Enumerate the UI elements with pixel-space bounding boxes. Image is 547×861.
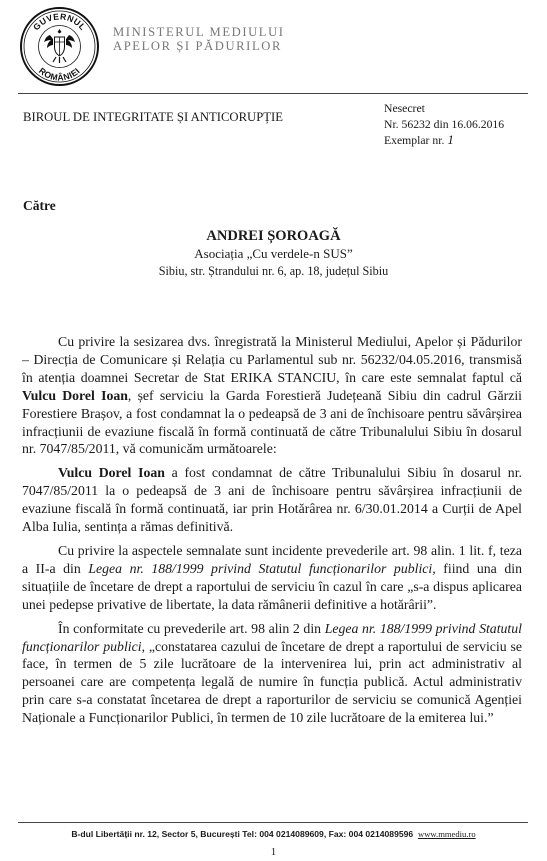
p3-text-a: Cu privire la aspectele semnalate sunt incidente prevederile art. 98 alin. 1 lit. f, teza a II-a din [22,542,522,576]
paragraph-1 [22,333,522,458]
copy-number-line [384,132,504,149]
p2-text: a fost condamnat de către Tribunalului Sibiu în dosarul nr. 7047/85/2011 la o pedeapsă de 3 ani de închisoare pentru săvârșirea infracțiunii de evaziune fiscală în formă continuată, iar prin Hotărârea nr. 6/30.01.2014 a Curții de Apel Alba Iulia, sentința a rămas definitivă. [22,465,522,535]
p4-text-b: , „constatarea cazului de încetare de drept a raportului de serviciu se face, în termen de 5 zile lucrătoare de la intervenirea lui, prin act administrativ al persoanei care are competența legală de numire în funcția publică. Actul administrativ prin care s-a constatat încetarea de drept a raporturilor de serviciu se comunică Agenției Naționale a Funcționarilor Publici, în termen de 10 zile lucrătoare de la emiterea lui.” [22,638,522,726]
registration-number: Nr. 56232 din 16.06.2016 [384,117,505,131]
ministry-name [113,25,363,53]
p1-person-name: Vulcu Dorel Ioan [22,387,128,403]
p3-law-title: Legea nr. 188/1999 privind Statutul funcționarilor publici, [88,560,436,576]
seal-text-bottom: ROMÂNIEI [36,65,83,83]
paragraph-3 [22,542,522,614]
addressee-address: Sibiu, str. Ștrandului nr. 6, ap. 18, județul Sibiu [158,264,389,278]
letter-body [22,333,522,733]
addressee-label: Către [23,198,56,213]
ministry-line-1: MINISTERUL MEDIULUI [113,25,285,39]
addressee-organization: Asociația „Cu verdele-n SUS” [194,246,353,261]
seal-text-top: GUVERNUL [31,11,89,33]
ministry-line-2: APELOR ȘI PĂDURILOR [113,39,282,53]
header-divider [18,93,528,94]
p4-law-title: Legea nr. 188/1999 privind Statutul funcționarilor publici [22,620,522,654]
p1-text-a: Cu privire la sesizarea dvs. înregistrată la Ministerul Mediului, Apelor și Pădurilor – Direcția de Comunicare și Relația cu Parlamentul sub nr. 56232/04.05.2016, transmisă în atenția doamnei Secretar de Stat ERIKA STANCIU, în care este semnalat faptul că [22,334,522,385]
copy-label: Exemplar nr. [384,134,445,147]
footer-website-link[interactable]: www.mmediu.ro [417,829,476,839]
p3-text-b: fiind una din situațiile de încetare de drept a raportului de serviciu în cazul în care „s-a dispus aplicarea unei pedepse privative de libertate, la data rămânerii definitive a hotărârii”. [22,560,522,612]
paragraph-2 [22,464,522,536]
footer-contact [0,829,547,839]
footer-address: B-dul Libertății nr. 12, Sector 5, București Tel: 004 0214089609, Fax: 004 0214089596 [71,829,414,839]
p1-text-b: , șef serviciu la Garda Forestieră Județeană Sibiu din cadrul Gărzii Forestiere Brașov, a fost condamnat la o pedeapsă de 3 ani de închisoare pentru săvârșirea infracțiunii de evaziune fiscală în formă continuată de către Tribunalului Sibiu în dosarul nr. 7047/85/2011, vă comunicăm următoarele: [22,387,522,457]
copy-number: 1 [447,132,454,147]
p2-person-name: Vulcu Dorel Ioan [58,465,165,481]
footer-divider [18,822,528,823]
p4-text-a: În conformitate cu prevederile art. 98 alin 2 din [58,620,325,636]
addressee-name: ANDREI ȘOROAGĂ [206,228,341,244]
paragraph-4 [22,620,522,727]
classification: Nesecret [384,102,425,115]
page-number: 1 [270,846,277,858]
document-meta [384,101,504,149]
office-name: BIROUL DE INTEGRITATE ȘI ANTICORUPȚIE [23,110,283,124]
government-seal [20,7,99,86]
